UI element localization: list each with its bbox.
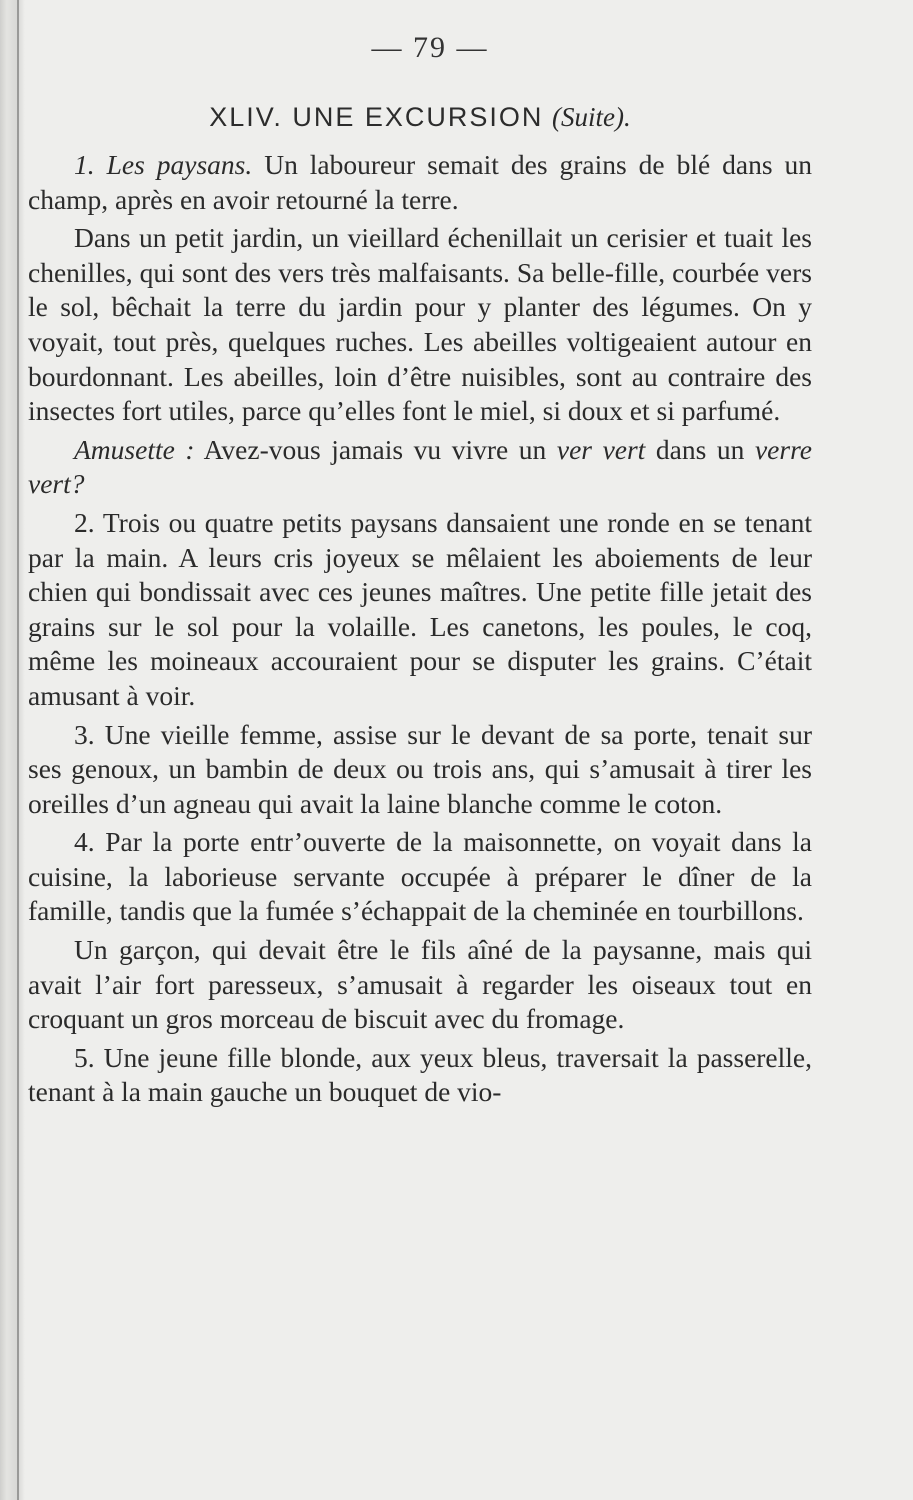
paragraph-6: Un garçon, qui devait être le fils aîné de la paysanne, mais qui avait l’air fort paresseux, s’amusait à regarder les oiseaux tout en croquant un gros morceau de biscuit avec du fromage. <box>28 934 812 1035</box>
paragraph-4: 3. Une vieille femme, assise sur le devant de sa porte, tenait sur ses genoux, un bambin de deux ou trois ans, qui s’amusait à tirer les oreilles d’un agneau qui avait la laine blanche comme le coton. <box>28 718 812 819</box>
page-binding-edge <box>0 0 19 1500</box>
body-text <box>28 148 812 1110</box>
paragraph-5: 4. Par la porte entr’ouverte de la maisonnette, on voyait dans la cuisine, la laborieuse servante occupée à préparer le dîner de la famille, tandis que la fumée s’échappait de la cheminée en tourbillons. <box>28 826 812 927</box>
paragraph-text: Un laboureur semait des grains de blé dans un champ, après en avoir retourné la terre. <box>28 149 813 215</box>
amusette-label: Amusette : <box>74 433 195 465</box>
chapter-title-main: XLIV. UNE EXCURSION <box>209 102 544 132</box>
paragraph-amusette <box>28 433 812 502</box>
chapter-title <box>28 94 812 140</box>
paragraph-3: 2. Trois ou quatre petits paysans dansaient une ronde en se tenant par la main. A leurs cris joyeux se mêlaient les aboiements de leur chien qui bondissait avec ces jeunes maîtres. Une petite fille jetait des grains sur le sol pour la volaille. Les canetons, les poules, le coq, même les moineaux accouraient pour se disputer les grains. C’était amusant à voir. <box>28 506 812 711</box>
paragraph-2: Dans un petit jardin, un vieillard échenillait un cerisier et tuait les chenilles, qui sont des vers très malfaisants. Sa belle-fille, courbée vers le sol, bêchait la terre du jardin pour y planter des légumes. On y voyait, tout près, quelques ruches. Les abeilles voltigeaient autour en bourdonnant. Les abeilles, loin d’être nuisibles, sont au contraire des insectes fort utiles, parce qu’elles font le miel, si doux et si parfumé. <box>28 222 812 427</box>
page-gutter-shadow <box>19 0 25 1500</box>
amusette-text-a: Avez-vous jamais vu vivre un <box>194 433 557 465</box>
amusette-text-b: dans un <box>645 433 755 465</box>
page-number: — 79 — <box>371 31 489 64</box>
amusette-emphasis-a: ver vert <box>556 433 646 465</box>
chapter-title-suffix: (Suite). <box>551 102 631 132</box>
amusette-emphasis-b: verre vert? <box>28 433 812 500</box>
section-label: 1. Les paysans. <box>74 149 253 180</box>
paragraph-1 <box>28 148 812 217</box>
paragraph-7: 5. Une jeune fille blonde, aux yeux bleus, traversait la passerelle, tenant à la main gauche un bouquet de vio- <box>28 1041 812 1108</box>
page-content <box>28 28 812 1110</box>
